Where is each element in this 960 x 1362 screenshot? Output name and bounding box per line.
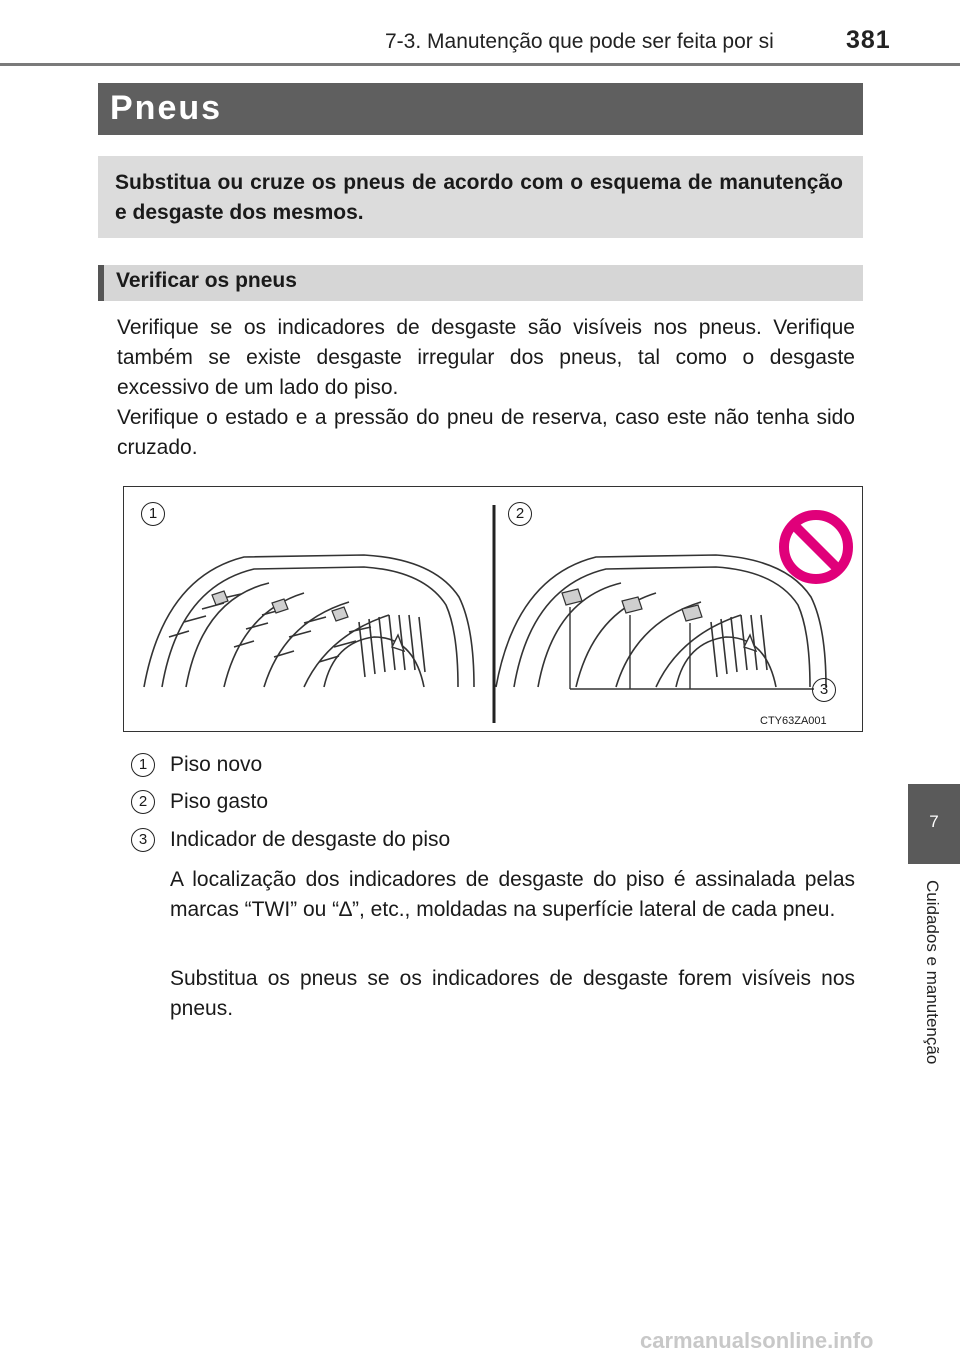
legend-label: Piso novo <box>170 753 263 776</box>
intro-text: Substitua ou cruze os pneus de acordo com o esquema de manutenção e desgaste dos mesmos. <box>115 171 843 224</box>
page-title: Pneus <box>110 89 223 127</box>
legend-number: 1 <box>131 753 155 777</box>
title-bar <box>98 83 863 135</box>
subheading: Verificar os pneus <box>116 269 297 292</box>
legend-number: 2 <box>131 790 155 814</box>
legend-label: Piso gasto <box>170 790 269 813</box>
subheading-bar <box>98 265 863 301</box>
figure-callout-2: 2 <box>508 502 532 526</box>
legend-label: Indicador de desgaste do piso <box>170 828 451 851</box>
chapter-side-label <box>922 880 952 1110</box>
header-divider <box>0 63 960 66</box>
figure-callout-1: 1 <box>141 502 165 526</box>
page-number: 381 <box>846 26 891 54</box>
tread-indicators-worn <box>562 589 702 621</box>
worn-tire-drawing <box>496 555 826 687</box>
paragraph-1: Verifique se os indicadores de desgaste são visíveis nos pneus. Verifique também se existe desgaste irregular dos pneus, tal como o desgaste excessivo de um lado do piso. <box>117 316 855 399</box>
chapter-label: Cuidados e manutenção <box>923 880 942 1065</box>
chapter-tab <box>908 784 960 864</box>
description-1: A localização dos indicadores de desgaste do piso é assinalada pelas marcas “TWI” ou “∆”, etc., moldadas na superfície lateral de cada pneu. <box>170 868 855 921</box>
paragraph-2: Verifique o estado e a pressão do pneu de reserva, caso este não tenha sido cruzado. <box>117 406 855 459</box>
new-tire-drawing <box>144 555 474 687</box>
description-2: Substitua os pneus se os indicadores de desgaste forem visíveis nos pneus. <box>170 967 855 1020</box>
intro-box <box>98 156 863 238</box>
chapter-number: 7 <box>929 812 939 831</box>
tire-figure <box>123 486 863 732</box>
legend-number: 3 <box>131 828 155 852</box>
header-section-title: 7-3. Manutenção que pode ser feita por si <box>385 30 774 53</box>
watermark: carmanualsonline.info <box>640 1328 874 1353</box>
figure-code: CTY63ZA001 <box>760 715 827 727</box>
figure-callout-3: 3 <box>812 678 836 702</box>
prohibition-icon <box>784 515 848 579</box>
